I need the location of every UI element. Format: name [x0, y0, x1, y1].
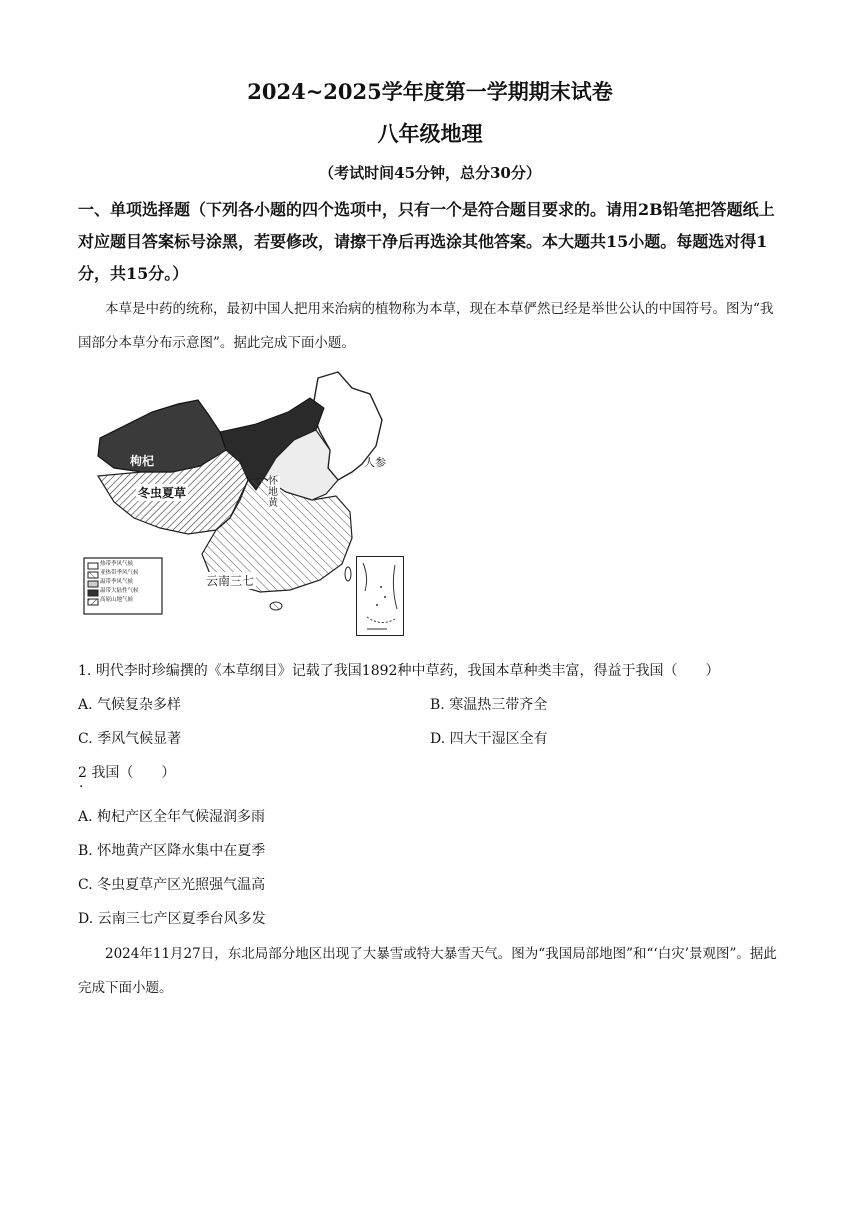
question-1 [78, 660, 784, 680]
map-legend [100, 560, 139, 605]
option-key: D. [78, 911, 94, 927]
option-text: 四大干湿区全有 [449, 731, 548, 747]
option-key: A. [78, 809, 93, 825]
legend-item: 高原山地气候 [100, 597, 134, 603]
subject-title: 八年级地理 [377, 121, 483, 146]
question-number: 1. [78, 663, 92, 679]
legend-item: 温带季风气候 [100, 579, 134, 585]
legend-item: 亚热带季风气候 [100, 570, 139, 576]
option-key: C. [78, 731, 93, 747]
q1-option-d[interactable] [430, 728, 548, 748]
option-text: 寒温热三带齐全 [449, 697, 548, 713]
option-text: 云南三七产区夏季台风多发 [97, 911, 266, 927]
option-key: B. [78, 843, 93, 859]
hainan-island [270, 602, 282, 610]
question-stem: 我国（ ） [91, 765, 176, 781]
label-chongcao: 冬虫夏草 [138, 486, 187, 500]
taiwan-island [345, 567, 351, 581]
section-heading: 一、单项选择题（下列各小题的四个选项中，只有一个是符合题目要求的。请用2B铅笔把答题纸上对应题目答案标号涂黑，若要修改，请擦干净后再选涂其他答案。本大题共15小题。每题选对得1分，共15分。） [78, 200, 775, 283]
option-key: C. [78, 877, 93, 893]
q1-option-a[interactable] [78, 694, 181, 714]
passage-1: 本草是中药的统称，最初中国人把用来治病的植物称为本草，现在本草俨然已经是举世公认的中国符号。图为“我国部分本草分布示意图”。据此完成下面小题。 [78, 301, 774, 351]
south-china-sea-inset [356, 556, 404, 636]
q1-option-c[interactable] [78, 728, 181, 748]
q2-option-b[interactable] [78, 840, 265, 860]
option-key: D. [430, 731, 446, 747]
question-number: 2 [78, 765, 87, 781]
option-text: 气候复杂多样 [97, 697, 182, 713]
question-stem: 明代李时珍编撰的《本草纲目》记载了我国1892种中草药，我国本草种类丰富，得益于我国（ ） [95, 663, 720, 679]
question-2 [78, 762, 784, 782]
option-text: 季风气候显著 [97, 731, 182, 747]
q2-option-c[interactable] [78, 874, 265, 894]
option-key: B. [430, 697, 445, 713]
legend-item: 热带季风气候 [100, 561, 134, 567]
q1-option-b[interactable] [430, 694, 547, 714]
label-sanqi: 云南三七 [206, 574, 255, 588]
option-text: 怀地黄产区降水集中在夏季 [97, 843, 266, 859]
question-dot: · [79, 779, 84, 795]
exam-title: 2024~2025学年度第一学期期末试卷 [247, 79, 613, 104]
legend-item: 温带大陆性气候 [100, 588, 139, 594]
q2-option-a[interactable] [78, 806, 265, 826]
label-huaidi: 怀地黄 [268, 476, 278, 509]
label-renshen: 人参 [364, 456, 386, 469]
option-key: A. [78, 697, 93, 713]
option-text: 冬虫夏草产区光照强气温高 [97, 877, 266, 893]
label-gouqi: 枸杞 [130, 454, 155, 468]
passage-2: 2024年11月27日，东北局部分地区出现了大暴雪或特大暴雪天气。图为“我国局部地图”和“‘白灾’景观图”。据此完成下面小题。 [78, 946, 777, 996]
q2-option-d[interactable] [78, 908, 266, 928]
inset-drawing [357, 557, 403, 635]
exam-info: （考试时间45分钟，总分30分） [319, 164, 541, 182]
option-text: 枸杞产区全年气候湿润多雨 [97, 809, 266, 825]
